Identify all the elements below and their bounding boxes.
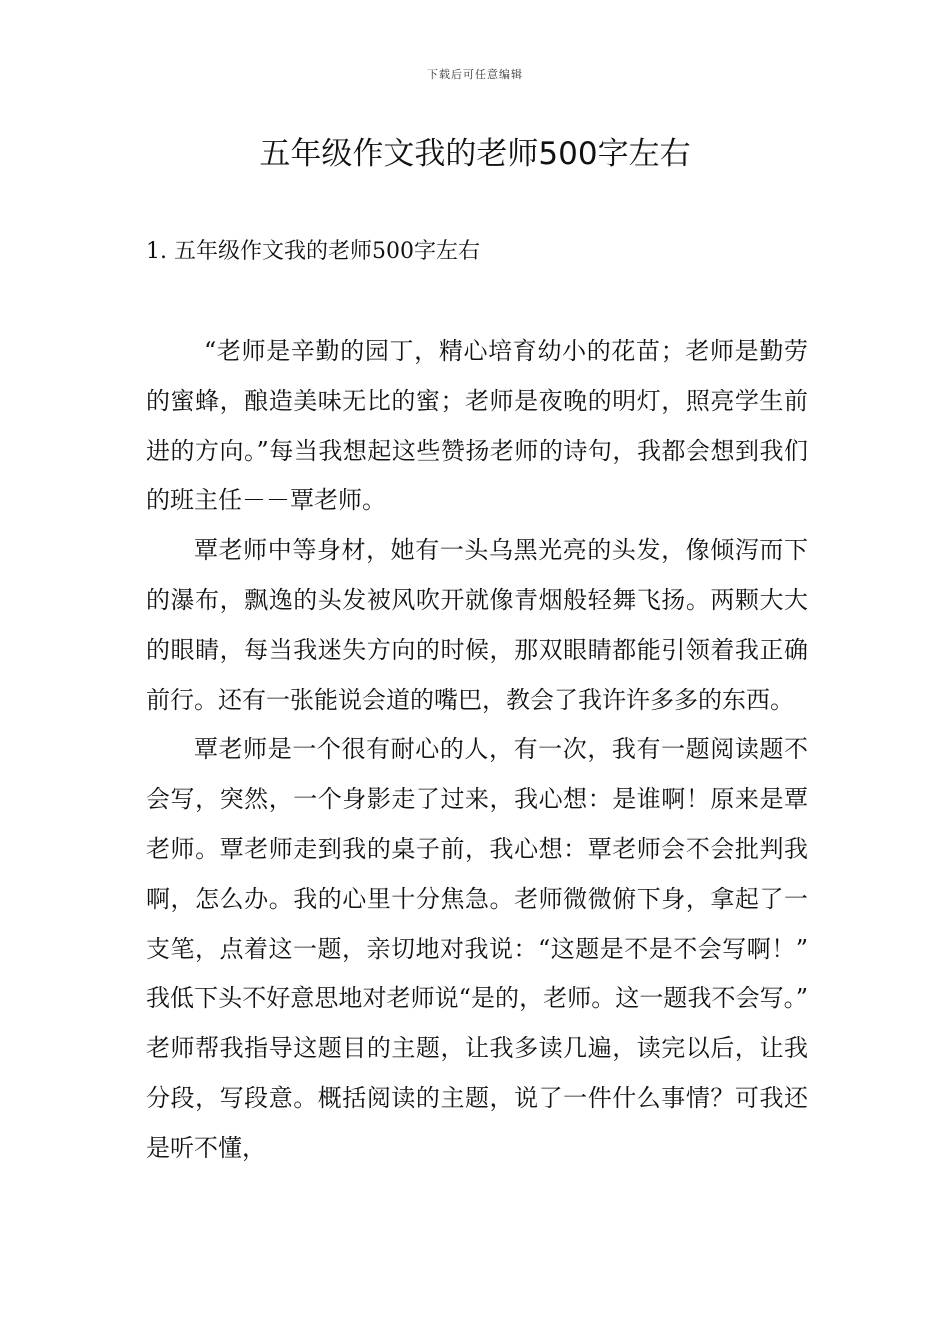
- essay-body: [146, 327, 808, 1174]
- essay-paragraph: 覃老师是一个很有耐心的人，有一次，我有一题阅读题不会写，突然，一个身影走了过来，我心想：是谁啊！原来是覃老师。覃老师走到我的桌子前，我心想：覃老师会不会批判我啊，怎么办。我的心里十分焦急。老师微微俯下身，拿起了一支笔，点着这一题，亲切地对我说：“这题是不是不会写啊！”我低下头不好意思地对老师说“是的，老师。这一题我不会写。”老师帮我指导这题目的主题，让我多读几遍，读完以后，让我分段，写段意。概括阅读的主题，说了一件什么事情？可我还是听不懂，: [146, 735, 808, 1162]
- document-title: 五年级作文我的老师500字左右: [259, 136, 691, 172]
- section-heading: 1. 五年级作文我的老师500字左右: [146, 239, 480, 264]
- essay-paragraph: 覃老师中等身材，她有一头乌黑光亮的头发，像倾泻而下的瀑布，飘逸的头发被风吹开就像青烟般轻舞飞扬。两颗大大的眼睛，每当我迷失方向的时候，那双眼睛都能引领着我正确前行。还有一张能说会道的嘴巴，教会了我许许多多的东西。: [146, 536, 808, 714]
- header-note: 下载后可任意编辑: [427, 68, 523, 81]
- essay-paragraph: “老师是辛勤的园丁，精心培育幼小的花苗；老师是勤劳的蜜蜂，酿造美味无比的蜜；老师是夜晚的明灯，照亮学生前进的方向。”每当我想起这些赞扬老师的诗句，我都会想到我们的班主任－－覃老师。: [146, 337, 808, 515]
